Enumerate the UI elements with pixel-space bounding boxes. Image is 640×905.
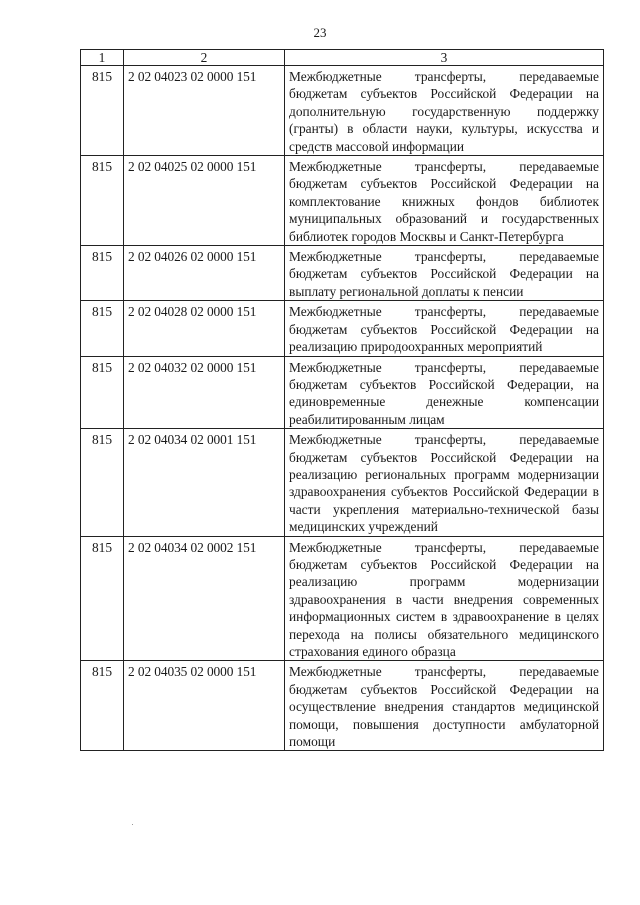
admin-code-cell: 815 [81, 429, 124, 536]
admin-code-cell: 815 [81, 536, 124, 661]
header-col-3: 3 [285, 50, 604, 66]
budget-code-cell: 2 02 04034 02 0002 151 [124, 536, 285, 661]
budget-code-cell: 2 02 04025 02 0000 151 [124, 156, 285, 246]
admin-code-cell: 815 [81, 246, 124, 301]
revenue-name-cell: Межбюджетные трансферты, передаваемые бюджетам субъектов Российской Федерации на реализацию программ модернизации здравоохранения в части внедрения современных информационных систем в здравоохранение в целях перехода на полисы обязательного медицинского страхования единого образца [285, 536, 604, 661]
revenue-name-cell: Межбюджетные трансферты, передаваемые бюджетам субъектов Российской Федерации на реализацию региональных программ модернизации здравоохранения субъектов Российской Федерации в части укрепления материально-технической базы медицинских учреждений [285, 429, 604, 536]
table-row [81, 66, 604, 156]
header-col-2: 2 [124, 50, 285, 66]
budget-code-cell: 2 02 04023 02 0000 151 [124, 66, 285, 156]
revenue-name-cell: Межбюджетные трансферты, передаваемые бюджетам субъектов Российской Федерации на дополнительную государственную поддержку (гранты) в области науки, культуры, искусства и средств массовой информации [285, 66, 604, 156]
admin-code-cell: 815 [81, 156, 124, 246]
admin-code-cell: 815 [81, 66, 124, 156]
budget-code-cell: 2 02 04035 02 0000 151 [124, 661, 285, 751]
revenue-name-cell: Межбюджетные трансферты, передаваемые бюджетам субъектов Российской Федерации на комплектование книжных фондов библиотек муниципальных образований и государственных библиотек городов Москвы и Санкт-Петербурга [285, 156, 604, 246]
revenue-name-cell: Межбюджетные трансферты, передаваемые бюджетам субъектов Российской Федерации на выплату региональной доплаты к пенсии [285, 246, 604, 301]
table-row [81, 301, 604, 356]
admin-code-cell: 815 [81, 356, 124, 429]
budget-code-cell: 2 02 04028 02 0000 151 [124, 301, 285, 356]
scan-speck [132, 824, 133, 825]
table-row [81, 356, 604, 429]
budget-code-cell: 2 02 04026 02 0000 151 [124, 246, 285, 301]
table-row [81, 536, 604, 661]
admin-code-cell: 815 [81, 661, 124, 751]
revenue-name-cell: Межбюджетные трансферты, передаваемые бюджетам субъектов Российской Федерации на осуществление внедрения стандартов медицинской помощи, повышения доступности амбулаторной помощи [285, 661, 604, 751]
budget-code-cell: 2 02 04032 02 0000 151 [124, 356, 285, 429]
table-row [81, 661, 604, 751]
budget-codes-table [80, 49, 604, 751]
page-number: 23 [313, 25, 327, 40]
table-row [81, 429, 604, 536]
table-row [81, 156, 604, 246]
budget-code-cell: 2 02 04034 02 0001 151 [124, 429, 285, 536]
revenue-name-cell: Межбюджетные трансферты, передаваемые бюджетам субъектов Российской Федерации на реализацию природоохранных мероприятий [285, 301, 604, 356]
revenue-name-cell: Межбюджетные трансферты, передаваемые бюджетам субъектов Российской Федерации, на единовременные денежные компенсации реабилитированным лицам [285, 356, 604, 429]
table-row [81, 246, 604, 301]
table-header-row [81, 50, 604, 66]
header-col-1: 1 [81, 50, 124, 66]
admin-code-cell: 815 [81, 301, 124, 356]
